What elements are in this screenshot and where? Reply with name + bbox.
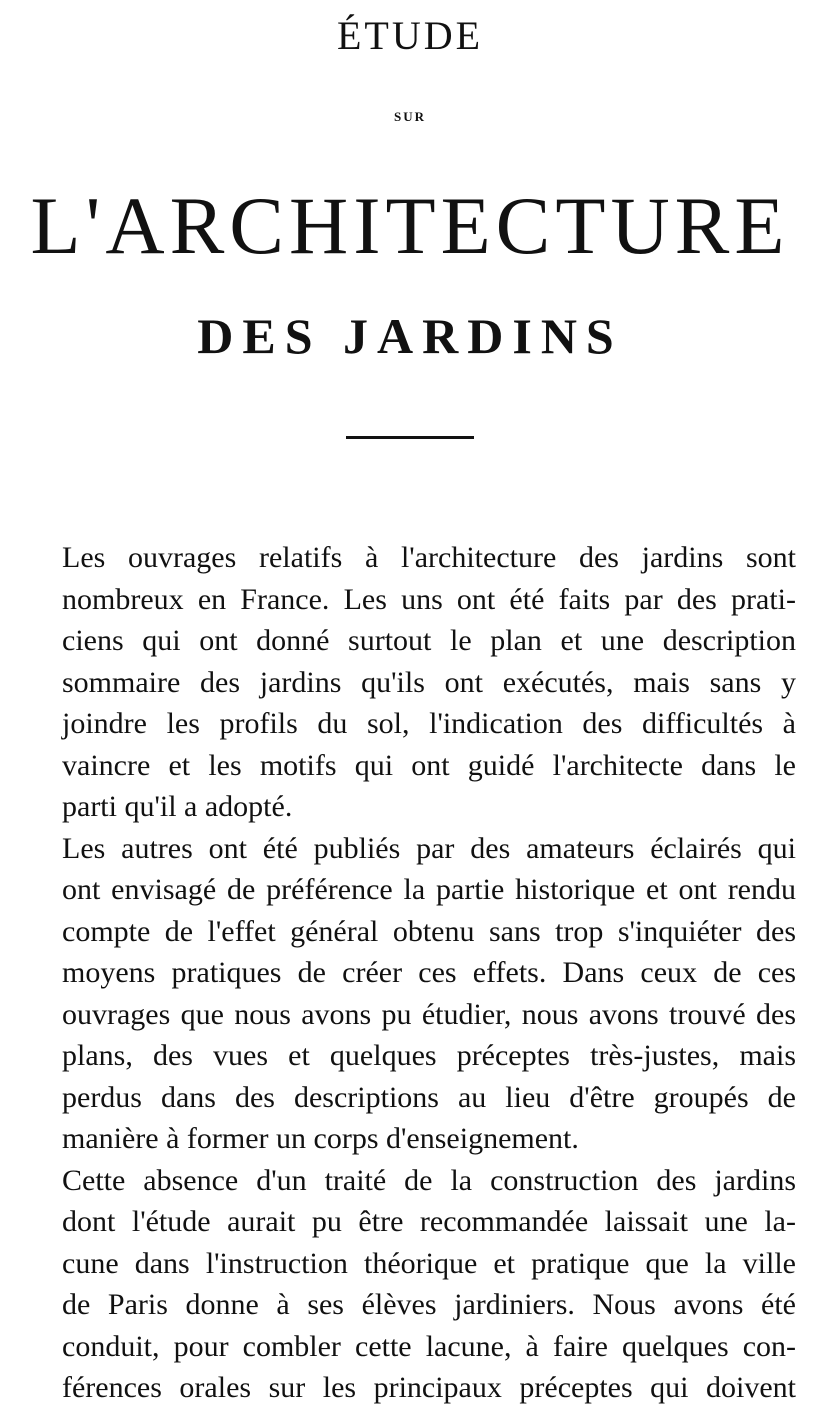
paragraph-3 [19, 1160, 796, 1409]
text-line: ont envisagé de préférence la partie historique et ont rendu [62, 873, 796, 906]
text-line: moyens pratiques de créer ces effets. Dans ceux de ces [62, 956, 796, 989]
text-line: cune dans l'instruction théorique et pratique que la ville [62, 1246, 796, 1280]
text-line: perdus dans des descriptions au lieu d'être groupés de [62, 1080, 796, 1114]
text-line: Cette absence d'un traité de la construction des jardins [62, 1163, 796, 1197]
text-line: dont l'étude aurait pu être recommandée laissait une la- [62, 1205, 796, 1238]
paragraph-2 [19, 828, 796, 1160]
text-line: ciens qui ont donné surtout le plan et une description [62, 624, 796, 657]
text-line: plans, des vues et quelques préceptes très-justes, mais [62, 1039, 796, 1072]
title-rule-divider [346, 436, 474, 439]
subtitle: DES JARDINS [197, 308, 623, 364]
text-line: nombreux en France. Les uns ont été faits par des prati- [62, 582, 796, 616]
text-line: conduit, pour combler cette lacune, à faire quelques con- [62, 1329, 796, 1363]
main-title: L'ARCHITECTURE [30, 180, 790, 271]
heading-etude: ÉTUDE [336, 13, 484, 58]
text-line: férences orales sur les principaux préceptes qui doivent [62, 1371, 796, 1404]
text-line: Les autres ont été publiés par des amateurs éclairés qui [62, 831, 796, 865]
text-line: parti qu'il a adopté. [62, 790, 293, 823]
text-line: compte de l'effet général obtenu sans trop s'inquiéter des [62, 914, 796, 948]
text-line: joindre les profils du sol, l'indication des difficultés à [62, 707, 796, 740]
paragraph-1 [19, 537, 796, 828]
text-line: ouvrages que nous avons pu étudier, nous avons trouvé des [62, 997, 796, 1031]
heading-sur: SUR [393, 109, 426, 124]
text-line: sommaire des jardins qu'ils ont exécutés, mais sans y [62, 665, 796, 699]
text-line: vaincre et les motifs qui ont guidé l'architecte dans le [62, 748, 796, 782]
text-line: Les ouvrages relatifs à l'architecture des jardins sont [62, 541, 796, 574]
text-line: manière à former un corps d'enseignement. [62, 1122, 579, 1155]
text-line: de Paris donne à ses élèves jardiniers. Nous avons été [62, 1288, 796, 1321]
body-text [19, 537, 796, 1409]
